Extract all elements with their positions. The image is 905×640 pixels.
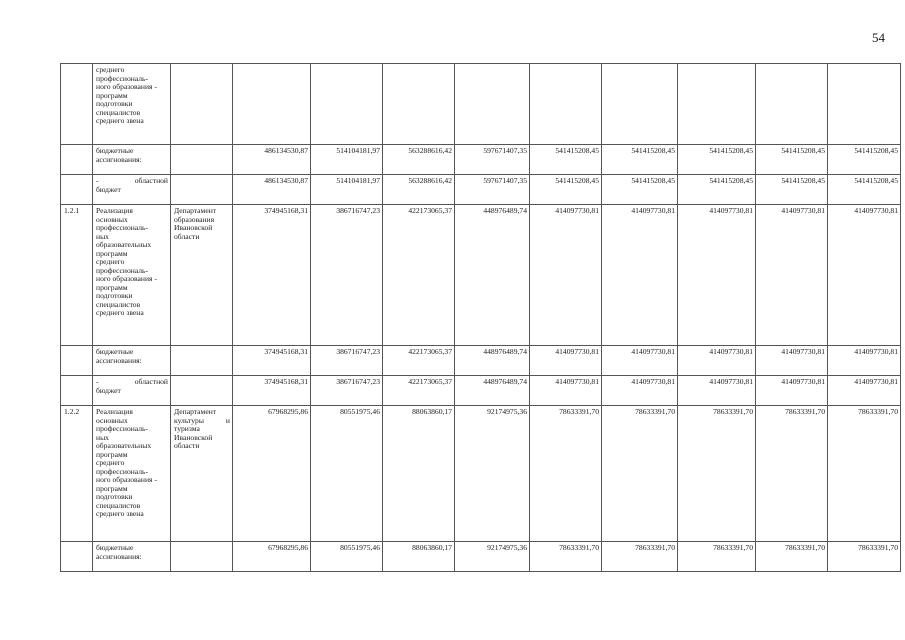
amount-cell: 422173065,37	[383, 346, 455, 376]
table-row	[61, 346, 901, 376]
amount-cell: 78633391,70	[678, 542, 756, 572]
name-line: программ	[96, 282, 128, 292]
row-name	[93, 64, 171, 145]
amount-cell: 563288616,42	[383, 175, 455, 205]
name-line: подготовки	[96, 291, 133, 300]
amount-cell	[828, 64, 901, 145]
row-name	[93, 346, 171, 376]
name-line: специалистов	[96, 107, 141, 117]
name-region: областной	[134, 377, 168, 386]
amount-cell: 414097730,81	[602, 205, 678, 346]
name-budget: бюджет	[96, 184, 121, 194]
amount-cell: 386716747,23	[311, 346, 383, 376]
amount-cell: 80551975,46	[311, 542, 383, 572]
amount-cell: 386716747,23	[311, 376, 383, 406]
amount-cell: 67968295,86	[233, 406, 311, 542]
amount-cell: 78633391,70	[602, 542, 678, 572]
row-name	[93, 406, 171, 542]
amount-cell: 414097730,81	[828, 205, 901, 346]
row-code	[61, 175, 93, 205]
name-line: ного образования -	[96, 82, 157, 91]
amount-cell: 422173065,37	[383, 205, 455, 346]
amount-cell: 448976489,74	[455, 376, 530, 406]
row-executor	[171, 205, 233, 346]
name-line: профессиональ-	[96, 424, 149, 433]
table-row	[61, 542, 901, 572]
amount-cell: 92174975,36	[455, 406, 530, 542]
name-dash: -	[96, 176, 99, 185]
name-line: ассигнования:	[96, 154, 142, 164]
name-line: профессиональ-	[96, 73, 149, 83]
amount-cell: 486134530,87	[233, 175, 311, 205]
amount-cell: 414097730,81	[756, 205, 828, 346]
name-line: специалистов	[96, 500, 141, 510]
amount-cell: 541415208,45	[756, 145, 828, 175]
amount-cell: 92174975,36	[455, 542, 530, 572]
amount-cell: 78633391,70	[602, 406, 678, 542]
budget-table	[60, 63, 901, 572]
amount-cell: 78633391,70	[530, 542, 602, 572]
table-body	[61, 64, 901, 572]
amount-cell: 541415208,45	[530, 175, 602, 205]
amount-cell: 88063860,17	[383, 406, 455, 542]
table-row	[61, 175, 901, 205]
executor-line: Департамент	[174, 206, 217, 215]
amount-cell: 88063860,17	[383, 542, 455, 572]
amount-cell: 414097730,81	[678, 376, 756, 406]
name-line: среднего	[96, 458, 125, 467]
amount-cell: 386716747,23	[311, 205, 383, 346]
amount-cell: 563288616,42	[383, 145, 455, 175]
row-code	[61, 542, 93, 572]
amount-cell	[530, 64, 602, 145]
amount-cell: 78633391,70	[828, 542, 901, 572]
amount-cell: 541415208,45	[602, 175, 678, 205]
amount-cell: 414097730,81	[530, 376, 602, 406]
row-name	[93, 145, 171, 175]
amount-cell: 414097730,81	[828, 376, 901, 406]
row-code	[61, 376, 93, 406]
amount-cell	[383, 64, 455, 145]
amount-cell: 78633391,70	[756, 406, 828, 542]
name-line: ассигнования:	[96, 551, 142, 561]
name-line: ного образования -	[96, 475, 157, 484]
name-line: бюджетные	[96, 543, 134, 552]
amount-cell: 514104181,97	[311, 175, 383, 205]
amount-cell: 541415208,45	[828, 175, 901, 205]
name-line: бюджетные	[96, 347, 134, 356]
table-row	[61, 376, 901, 406]
name-line: профессиональ-	[96, 223, 149, 232]
amount-cell: 414097730,81	[678, 346, 756, 376]
row-executor	[171, 406, 233, 542]
amount-cell: 541415208,45	[828, 145, 901, 175]
name-line: программ	[96, 90, 128, 100]
row-name	[93, 376, 171, 406]
row-code: 1.2.2	[61, 406, 93, 542]
name-line: Реализация	[96, 206, 133, 215]
row-code	[61, 64, 93, 145]
name-line: профессиональ-	[96, 466, 149, 476]
name-dash: -	[96, 377, 99, 386]
name-line: бюджетные	[96, 146, 134, 155]
amount-cell: 414097730,81	[828, 346, 901, 376]
table-row	[61, 64, 901, 145]
executor-word: культуры	[174, 415, 204, 425]
executor-line: Департамент	[174, 407, 217, 416]
table-row	[61, 406, 901, 542]
amount-cell	[678, 64, 756, 145]
amount-cell: 414097730,81	[530, 205, 602, 346]
amount-cell: 414097730,81	[602, 376, 678, 406]
amount-cell: 597671407,35	[455, 175, 530, 205]
name-line: основных	[96, 214, 128, 224]
row-executor	[171, 346, 233, 376]
amount-cell: 414097730,81	[756, 346, 828, 376]
row-executor	[171, 64, 233, 145]
name-line: ных	[96, 231, 109, 241]
amount-cell: 80551975,46	[311, 406, 383, 542]
amount-cell: 448976489,74	[455, 346, 530, 376]
amount-cell: 78633391,70	[678, 406, 756, 542]
name-line: Реализация	[96, 407, 133, 416]
name-line: основных	[96, 415, 128, 425]
amount-cell: 67968295,86	[233, 542, 311, 572]
executor-word: и	[225, 415, 230, 425]
name-line: среднего	[96, 65, 125, 74]
row-code	[61, 346, 93, 376]
row-executor	[171, 145, 233, 175]
name-line: подготовки	[96, 492, 133, 501]
name-line: ного образования -	[96, 274, 157, 283]
amount-cell: 78633391,70	[530, 406, 602, 542]
table-row	[61, 205, 901, 346]
table-row	[61, 145, 901, 175]
amount-cell: 414097730,81	[602, 346, 678, 376]
page-number: 54	[872, 30, 885, 45]
executor-line: области	[174, 231, 200, 241]
name-line: программ	[96, 248, 128, 258]
row-executor	[171, 175, 233, 205]
amount-cell	[311, 64, 383, 145]
row-executor	[171, 376, 233, 406]
amount-cell: 541415208,45	[530, 145, 602, 175]
name-line: ассигнования:	[96, 355, 142, 365]
row-code: 1.2.1	[61, 205, 93, 346]
executor-line: Ивановской	[174, 432, 213, 442]
name-line: программ	[96, 483, 128, 493]
row-executor	[171, 542, 233, 572]
amount-cell: 374945168,31	[233, 346, 311, 376]
executor-line: Ивановской	[174, 223, 213, 232]
amount-cell: 514104181,97	[311, 145, 383, 175]
name-budget: бюджет	[96, 385, 121, 395]
amount-cell: 374945168,31	[233, 376, 311, 406]
amount-cell: 448976489,74	[455, 205, 530, 346]
executor-line: области	[174, 441, 200, 450]
amount-cell	[756, 64, 828, 145]
amount-cell	[602, 64, 678, 145]
name-line: ных	[96, 432, 109, 442]
name-line: среднего	[96, 257, 125, 266]
amount-cell: 78633391,70	[828, 406, 901, 542]
row-name	[93, 205, 171, 346]
name-line: среднего звена	[96, 509, 144, 518]
amount-cell: 541415208,45	[756, 175, 828, 205]
amount-cell: 78633391,70	[756, 542, 828, 572]
name-line: образовательных	[96, 240, 152, 249]
amount-cell	[233, 64, 311, 145]
name-line: подготовки	[96, 99, 133, 108]
name-line: образовательных	[96, 441, 152, 450]
name-line: специалистов	[96, 299, 141, 309]
amount-cell: 486134530,87	[233, 145, 311, 175]
name-region: областной	[134, 176, 168, 185]
row-code	[61, 145, 93, 175]
amount-cell: 541415208,45	[678, 145, 756, 175]
name-line: среднего звена	[96, 116, 144, 125]
amount-cell: 414097730,81	[756, 376, 828, 406]
name-line: профессиональ-	[96, 265, 149, 275]
name-line: программ	[96, 449, 128, 459]
amount-cell: 414097730,81	[530, 346, 602, 376]
executor-line: образования	[174, 214, 215, 224]
amount-cell: 597671407,35	[455, 145, 530, 175]
amount-cell: 414097730,81	[678, 205, 756, 346]
amount-cell: 422173065,37	[383, 376, 455, 406]
amount-cell: 541415208,45	[678, 175, 756, 205]
name-line: среднего звена	[96, 308, 144, 317]
executor-line: туризма	[174, 424, 200, 433]
amount-cell: 374945168,31	[233, 205, 311, 346]
row-name	[93, 542, 171, 572]
amount-cell	[455, 64, 530, 145]
amount-cell: 541415208,45	[602, 145, 678, 175]
row-name	[93, 175, 171, 205]
